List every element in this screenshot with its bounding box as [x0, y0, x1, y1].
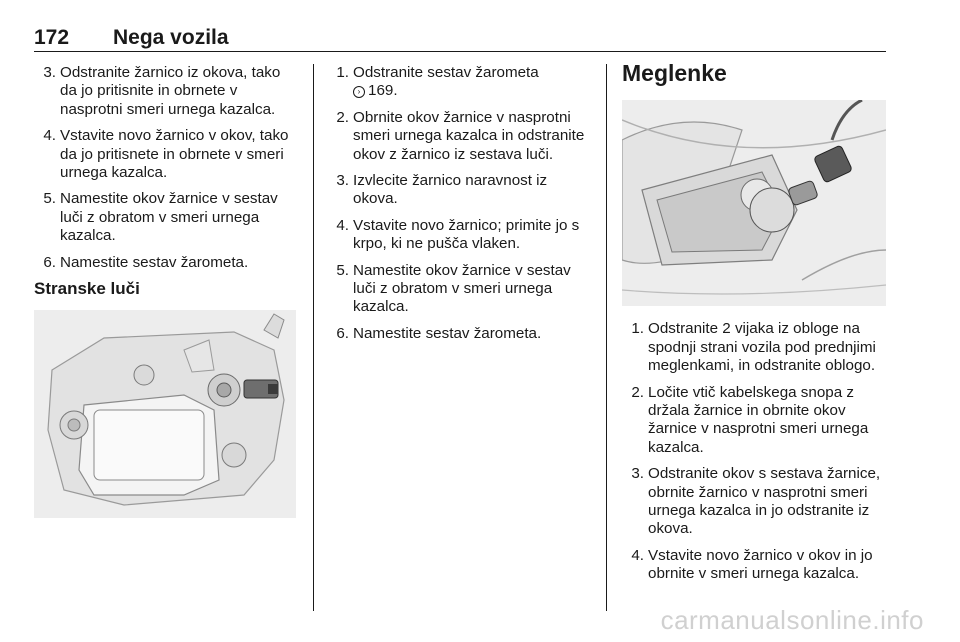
- column-3: [622, 60, 888, 592]
- list-item: 2. Ločite vtič kabelskega snopa z držala žarnice in obrnite okov žarnice v nasprotni smeri urnega kazalca.: [631, 383, 869, 456]
- fog-lamp-drawing: [622, 100, 886, 306]
- page-title: Nega vozila: [113, 26, 229, 49]
- watermark: carmanualsonline.info: [660, 605, 924, 635]
- section-heading-fog-lights: Meglenke: [622, 60, 727, 86]
- column-divider-2: [606, 64, 607, 611]
- list-item: 6. Namestite sestav žarometa.: [336, 324, 542, 342]
- list-item: 2. Obrnite okov žarnice v nasprotni smeri urnega kazalca in odstranite okov z žarnico iz sestava luči.: [336, 108, 585, 163]
- list-item: 3. Izvlecite žarnico naravnost iz okova.: [336, 172, 548, 208]
- section-heading-side-lights: Stranske luči: [34, 279, 140, 299]
- column-1: [34, 64, 298, 518]
- page-reference[interactable]: 169.: [368, 82, 398, 100]
- headlamp-assembly-drawing: [34, 310, 296, 518]
- list-item: 4. Vstavite novo žarnico v okov in jo obrnite v smeri urnega kazalca.: [631, 546, 873, 583]
- column-divider-1: [313, 64, 314, 611]
- page-number: 172: [34, 26, 70, 49]
- list-item: 1. Odstranite 2 vijaka iz obloge na spodnji strani vozila pod prednjimi meglenkami, in odstranite oblogo.: [631, 320, 876, 375]
- list-item: 4. Vstavite novo žarnico v okov, tako da jo pritisnete in obrnete v smeri urnega kazalca.: [43, 127, 289, 182]
- list-item: 6. Namestite sestav žarometa.: [43, 253, 249, 271]
- list-item: 3. Odstranite žarnico iz okova, tako da jo pritisnite in obrnete v nasprotni smeri urnega kazalca.: [43, 64, 281, 118]
- list-item: 4. Vstavite novo žarnico; primite jo s krpo, ki ne pušča vlaken.: [336, 216, 580, 253]
- side-light-illustration: [34, 310, 296, 518]
- page-reference-icon: ›: [353, 86, 365, 98]
- list-item: 3. Odstranite okov s sestava žarnice, obrnite žarnico v nasprotni smeri urnega kazalca in jo odstranite iz okova.: [631, 465, 881, 538]
- list-item: 5. Namestite okov žarnice v sestav luči z obratom v smeri urnega kazalca.: [43, 190, 278, 245]
- bulb-replacement-steps: [327, 64, 593, 343]
- list-item: 1. Odstranite sestav žarometa › 169.: [336, 64, 539, 100]
- list-item: 5. Namestite okov žarnice v sestav luči z obratom v smeri urnega kazalca.: [336, 261, 571, 316]
- page-header: [34, 26, 886, 52]
- fog-light-illustration: [622, 100, 886, 306]
- side-light-steps-continued: [34, 64, 298, 272]
- header-rule: [34, 51, 886, 52]
- column-2: [327, 64, 593, 351]
- fog-light-steps: [622, 320, 888, 583]
